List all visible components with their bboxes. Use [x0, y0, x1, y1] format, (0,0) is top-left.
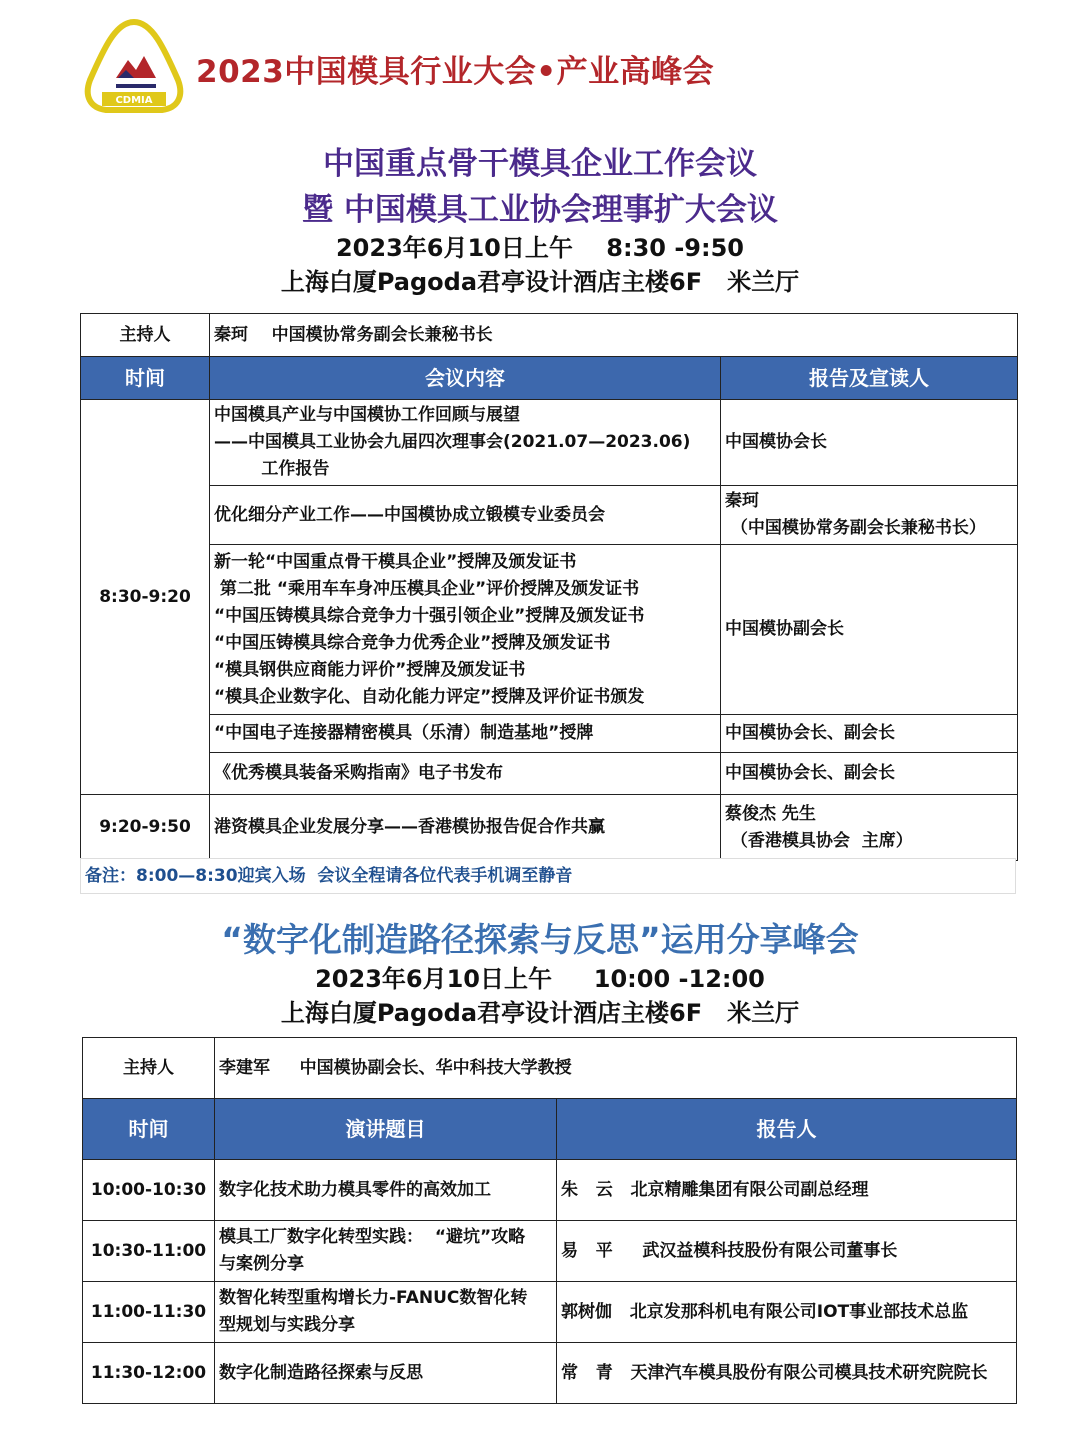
content-line: ——中国模具工业协会九届四次理事会(2021.07—2023.06)	[214, 432, 691, 452]
time-cell: 8:30-9:20	[81, 400, 210, 795]
table-row	[83, 1160, 1017, 1221]
table-row	[81, 400, 1018, 486]
content-line: 新一轮“中国重点骨干模具企业”授牌及颁发证书	[214, 551, 577, 572]
topic-cell: 数字化技术助力模具零件的高效加工	[215, 1160, 557, 1221]
logo-text: CDMIA	[115, 95, 153, 106]
table-row	[81, 545, 1018, 715]
speaker-cell: 中国模协会长	[721, 400, 1018, 486]
session1-title-line2: 暨 中国模具工业协会理事扩大会议	[302, 192, 778, 228]
content-cell	[210, 545, 721, 715]
time-cell: 11:00-11:30	[83, 1282, 215, 1343]
content-cell: 优化细分产业工作——中国模协成立锻模专业委员会	[210, 486, 721, 545]
time-cell: 9:20-9:50	[81, 795, 210, 861]
session1-title-line1: 中国重点骨干模具企业工作会议	[323, 146, 757, 182]
speaker-cell: 郭树伽 北京发那科机电有限公司IOT事业部技术总监	[557, 1282, 1017, 1343]
table-row	[83, 1221, 1017, 1282]
topic-line: 数智化转型重构增长力-FANUC数智化转	[219, 1288, 528, 1308]
topic-cell: 数字化制造路径探索与反思	[215, 1343, 557, 1404]
time-cell: 10:30-11:00	[83, 1221, 215, 1282]
session1-note: 备注：8:00—8:30迎宾入场 会议全程请各位代表手机调至静音	[80, 858, 1016, 894]
speaker-line: 蔡俊杰 先生	[725, 803, 816, 824]
table-header-row	[81, 357, 1018, 400]
content-line: “模具钢供应商能力评价”授牌及颁发证书	[214, 659, 526, 680]
table-row	[83, 1343, 1017, 1404]
speaker-cell: 朱 云 北京精雕集团有限公司副总经理	[557, 1160, 1017, 1221]
host-name: 秦珂 中国模协常务副会长兼秘书长	[210, 314, 1018, 357]
topic-line: 与案例分享	[219, 1254, 304, 1274]
session2-agenda-table	[82, 1037, 1017, 1404]
speaker-cell: 常 青 天津汽车模具股份有限公司模具技术研究院院长	[557, 1343, 1017, 1404]
table-row	[81, 753, 1018, 795]
content-cell: 港资模具企业发展分享——香港模协报告促合作共赢	[210, 795, 721, 861]
session2-venue: 上海白厦Pagoda君亭设计酒店主楼6F 米兰厅	[280, 999, 800, 1027]
speaker-cell	[721, 486, 1018, 545]
content-line: “中国压铸模具综合竞争力优秀企业”授牌及颁发证书	[214, 632, 611, 653]
header-speaker: 报告人	[557, 1099, 1017, 1160]
session2-datetime: 2023年6月10日上午 10:00 -12:00	[315, 965, 765, 993]
host-name: 李建军 中国模协副会长、华中科技大学教授	[215, 1038, 1017, 1099]
host-row	[81, 314, 1018, 357]
content-line: “模具企业数字化、自动化能力评定”授牌及评价证书颁发	[214, 686, 645, 707]
header-topic: 演讲题目	[215, 1099, 557, 1160]
topic-cell	[215, 1282, 557, 1343]
speaker-cell: 中国模协副会长	[721, 545, 1018, 715]
table-row	[81, 795, 1018, 861]
speaker-cell: 中国模协会长、副会长	[721, 753, 1018, 795]
session1-datetime: 2023年6月10日上午 8:30 -9:50	[335, 234, 745, 262]
session1-venue: 上海白厦Pagoda君亭设计酒店主楼6F 米兰厅	[280, 268, 800, 296]
topic-line: 模具工厂数字化转型实践： “避坑”攻略	[219, 1227, 526, 1247]
speaker-cell	[721, 795, 1018, 861]
content-line: 第二批 “乘用车车身冲压模具企业”评价授牌及颁发证书	[214, 578, 640, 599]
header-time: 时间	[81, 357, 210, 400]
speaker-line: 秦珂	[725, 491, 759, 511]
session1-agenda-table	[80, 313, 1018, 861]
speaker-line: （香港模具协会 主席）	[725, 830, 913, 851]
header-speaker: 报告及宣读人	[721, 357, 1018, 400]
content-line: 工作报告	[214, 459, 330, 479]
speaker-line: （中国模协常务副会长兼秘书长）	[725, 518, 986, 538]
content-cell	[210, 400, 721, 486]
table-row	[81, 715, 1018, 753]
speaker-cell: 易 平 武汉益模科技股份有限公司董事长	[557, 1221, 1017, 1282]
time-cell: 11:30-12:00	[83, 1343, 215, 1404]
content-cell: “中国电子连接器精密模具（乐清）制造基地”授牌	[210, 715, 721, 753]
speaker-cell: 中国模协会长、副会长	[721, 715, 1018, 753]
content-line: “中国压铸模具综合竞争力十强引领企业”授牌及颁发证书	[214, 605, 645, 626]
host-label: 主持人	[83, 1038, 215, 1099]
conference-title: 2023中国模具行业大会•产业高峰会	[196, 54, 715, 90]
session2-title: “数字化制造路径探索与反思”运用分享峰会	[221, 920, 859, 959]
host-row	[83, 1038, 1017, 1099]
table-row	[81, 486, 1018, 545]
host-label: 主持人	[81, 314, 210, 357]
table-header-row	[83, 1099, 1017, 1160]
content-line: 中国模具产业与中国模协工作回顾与展望	[214, 405, 520, 425]
topic-cell	[215, 1221, 557, 1282]
header-time: 时间	[83, 1099, 215, 1160]
content-cell: 《优秀模具装备采购指南》电子书发布	[210, 753, 721, 795]
header-content: 会议内容	[210, 357, 721, 400]
topic-line: 型规划与实践分享	[219, 1315, 355, 1335]
time-cell: 10:00-10:30	[83, 1160, 215, 1221]
cdmia-logo	[82, 18, 186, 114]
table-row	[83, 1282, 1017, 1343]
